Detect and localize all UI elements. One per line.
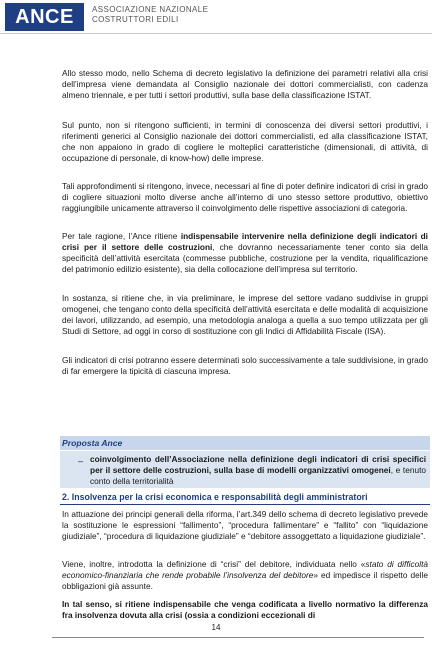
association-line-2: COSTRUTTORI EDILI [92, 15, 179, 24]
paragraph-9: In tal senso, si ritiene indispensabile che venga codificata a livello normativo la differenza fra insolvenza dovuta alla crisi (ossia a condizioni eccezionali di [62, 599, 428, 620]
association-line-1: ASSOCIAZIONE NAZIONALE [92, 5, 209, 14]
paragraph-4-emphasis: indispensabile intervenire nella definizione degli indicatori di crisi per il settore delle costruzioni [62, 231, 428, 252]
section-divider [60, 504, 430, 505]
footer-divider [52, 637, 424, 638]
page-header [0, 0, 432, 34]
page-number: 14 [211, 623, 221, 632]
paragraph-1: Allo stesso modo, nello Schema di decreto legislativo la definizione dei parametri relativi alla crisi dell’impresa viene demandata al Consiglio nazionale dei dottori commercialisti, con cadenza almeno triennale, e per tutti i settori produttivi, sulla base della classificazione ISTAT. [62, 68, 428, 100]
proposal-title: Proposta Ance [60, 436, 430, 450]
ance-logo: ANCE [5, 3, 84, 31]
proposal-text: coinvolgimento dell’Associazione nella definizione degli indicatori di crisi specifici per il settore delle costruzioni, sulla base di modelli organizzativi omogenei, e tenuto conto della territorialità [90, 454, 426, 486]
paragraph-5: In sostanza, si ritiene che, in via preliminare, le imprese del settore vadano suddivise in gruppi omogenei, che tengano conto della specificità dell’attività esercitata e delle modalità di acquisizione dei lavori, utilizzando, ad esempio, una metodologia analoga a quella a suo tempo utilizzata per gli Studi di Settore, ad oggi in corso di sostituzione con gli Indici di Affidabilità Fiscale (ISA). [62, 293, 428, 336]
section-heading: 2. Insolvenza per la crisi economica e responsabilità degli amministratori [62, 492, 368, 502]
association-name [92, 5, 208, 25]
paragraph-8: Viene, inoltre, introdotta la definizione di “crisi” del debitore, individuata nello «stato di difficoltà economico-finanziaria che rende probabile l’insolvenza del debitore» ed impedisce il rispetto delle obbligazioni già assunte. [62, 559, 428, 591]
dash-bullet: – [78, 456, 84, 466]
paragraph-4: Per tale ragione, l’Ance ritiene indispensabile intervenire nella definizione degli indicatori di crisi per il settore delle costruzioni, che dovranno necessariamente tener conto sia della specificità dell’attività esercitata (commesse pubbliche, costruzione per la vendita, riqualificazione del patrimonio edilizio esistente), sia della collocazione dell’impresa sul territorio. [62, 231, 428, 274]
header-divider [0, 33, 432, 34]
paragraph-3: Tali approfondimenti si ritengono, invece, necessari al fine di poter definire indicatori di crisi in grado di cogliere situazioni molto diverse anche all’interno di uno stesso settore produttivo, obiettivo raggiungibile unicamente attraverso il coinvolgimento delle rispettive associazioni di categoria. [62, 181, 428, 213]
paragraph-8-italic: stato di difficoltà economico-finanziaria che rende probabile l’insolvenza del debitore [62, 559, 428, 580]
paragraph-7: In attuazione dei principi generali della riforma, l’art.349 dello schema di decreto legislativo prevede la sostituzione le espressioni “fallimento”, “procedura fallimentare” e “fallito” con “liquidazione giudiziale”, “procedura di liquidazione giudiziale” e “debitore assoggettato a liquidazione giudiziale”. [62, 509, 428, 541]
paragraph-2: Sul punto, non si ritengono sufficienti, in termini di conoscenza dei diversi settori produttivi, i riferimenti generici al Consiglio nazionale dei dottori commercialisti, ed alla classificazione ISTAT, che non appaiono in grado di cogliere le molteplici caratteristiche (dimensionali, di attività, di occupazione di personale, di know-how) delle imprese. [62, 120, 428, 163]
paragraph-6: Gli indicatori di crisi potranno essere determinati solo successivamente a tale suddivisione, in grado di far emergere la tipicità di ciascuna impresa. [62, 355, 428, 376]
proposal-box [60, 451, 430, 488]
